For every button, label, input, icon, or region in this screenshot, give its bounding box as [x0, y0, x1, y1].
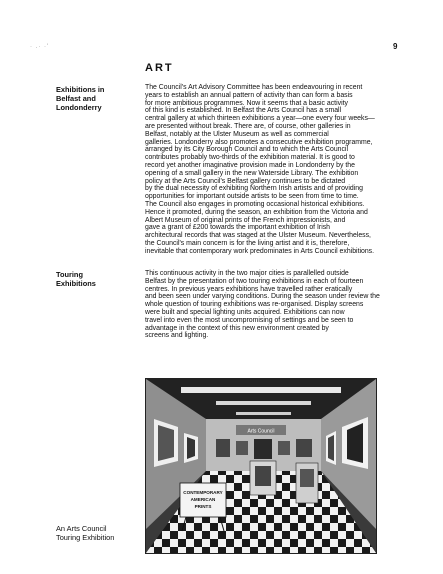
text-line: The Council's Art Advisory Committee has been endeavouring in recent [145, 84, 363, 91]
text-line: Belfast, notably at the Ulster Museum as well as commercial [145, 130, 329, 138]
text-line: contributes probably two-thirds of the exhibition material. It is good to [145, 154, 355, 162]
text-line: record yet another imaginative provision made in Londonderry by the [145, 161, 355, 169]
text-line: arranged by its City Borough Council and to which the Arts Council [145, 146, 348, 154]
text-line: centres. In previous years exhibitions have travelled rather eratically [145, 285, 353, 293]
section-heading: ART [145, 62, 174, 74]
text-line: gave a grant of £200 towards the important exhibition of Irish [145, 224, 331, 232]
text-line: and been seen under varying conditions. During the season under review the [145, 293, 380, 301]
caption-line: Touring Exhibition [56, 533, 115, 542]
text-line: were built and special lighting units acquired. Exhibitions can now [145, 308, 345, 316]
side-heading-line: Belfast and [56, 94, 96, 103]
side-heading-line: Exhibitions [56, 279, 96, 288]
text-line: the Council's main concern is for the living artist and it is, therefore, [145, 239, 350, 247]
text-line: are presented without break. There are, of course, other galleries in [145, 122, 351, 130]
text-line: opening of a small gallery in the new Waterside Library. The exhibition [145, 169, 359, 177]
text-line: years to establish an annual pattern of activity than can form a basis [145, 91, 353, 99]
text-line: central gallery at which thirteen exhibitions a year—one every four weeks— [145, 115, 375, 123]
photo-banner: Arts Council [247, 428, 275, 435]
side-heading-line: Exhibitions in [56, 85, 105, 94]
photo-sign-line: PRINTS [194, 504, 212, 509]
caption-line: An Arts Council [56, 524, 107, 533]
text-line: travel into even the most uncompromising of settings and be seen to [145, 316, 354, 324]
text-line: Albert Museum of original prints of the French impressionists, and [145, 216, 346, 224]
body-paragraph-touring [145, 270, 403, 340]
text-line: advantage in the context of this new environment created by [145, 324, 329, 332]
text-line: inevitable that contemporary work predominates in Arts Council exhibitions. [145, 247, 375, 255]
corner-mark: · .· ·' [30, 44, 50, 50]
photo-sign-line: CONTEMPORARY [183, 490, 223, 495]
page-number: 9 [393, 42, 398, 51]
text-line: of this kind is established. In Belfast the Arts Council has a small [145, 107, 342, 115]
side-heading-exhibitions [56, 85, 104, 112]
side-heading-line: Touring [56, 270, 83, 279]
text-line: galleries. Londonderry also promotes a consecutive exhibition programme, [145, 138, 373, 146]
photo-sign-line: AMERICAN [190, 497, 216, 502]
text-line: by the dual necessity of exhibiting Northern Irish artists and of providing [145, 185, 363, 193]
text-line: This continuous activity in the two major cities is parallelled outside [145, 270, 349, 277]
text-line: architectural records that was staged at the Ulster Museum. Nevertheless, [145, 232, 371, 240]
body-paragraph-exhibitions [145, 84, 403, 256]
text-line: Belfast by the presentation of two touring exhibitions in each of fourteen [145, 277, 364, 285]
text-line: for more ambitious programmes. Now it seems that a basic activity [145, 99, 348, 107]
side-heading-line: Londonderry [56, 103, 102, 112]
photo-caption [56, 524, 114, 542]
text-line: whole question of touring exhibitions was re-organised. Display screens [145, 301, 364, 309]
text-line: opportunities for important outside artists to be seen from time to time. [145, 193, 359, 201]
text-line: screens and lighting. [145, 332, 209, 340]
text-line: The Council also engages in promoting occasional historical exhibitions. [145, 200, 365, 208]
text-line: policy at the Arts Council's Belfast gallery continues to be dictated [145, 177, 346, 185]
side-heading-touring [56, 270, 96, 288]
text-line: Hence it promoted, during the season, an exhibition from the Victoria and [145, 208, 368, 216]
exhibition-photo [145, 378, 377, 554]
